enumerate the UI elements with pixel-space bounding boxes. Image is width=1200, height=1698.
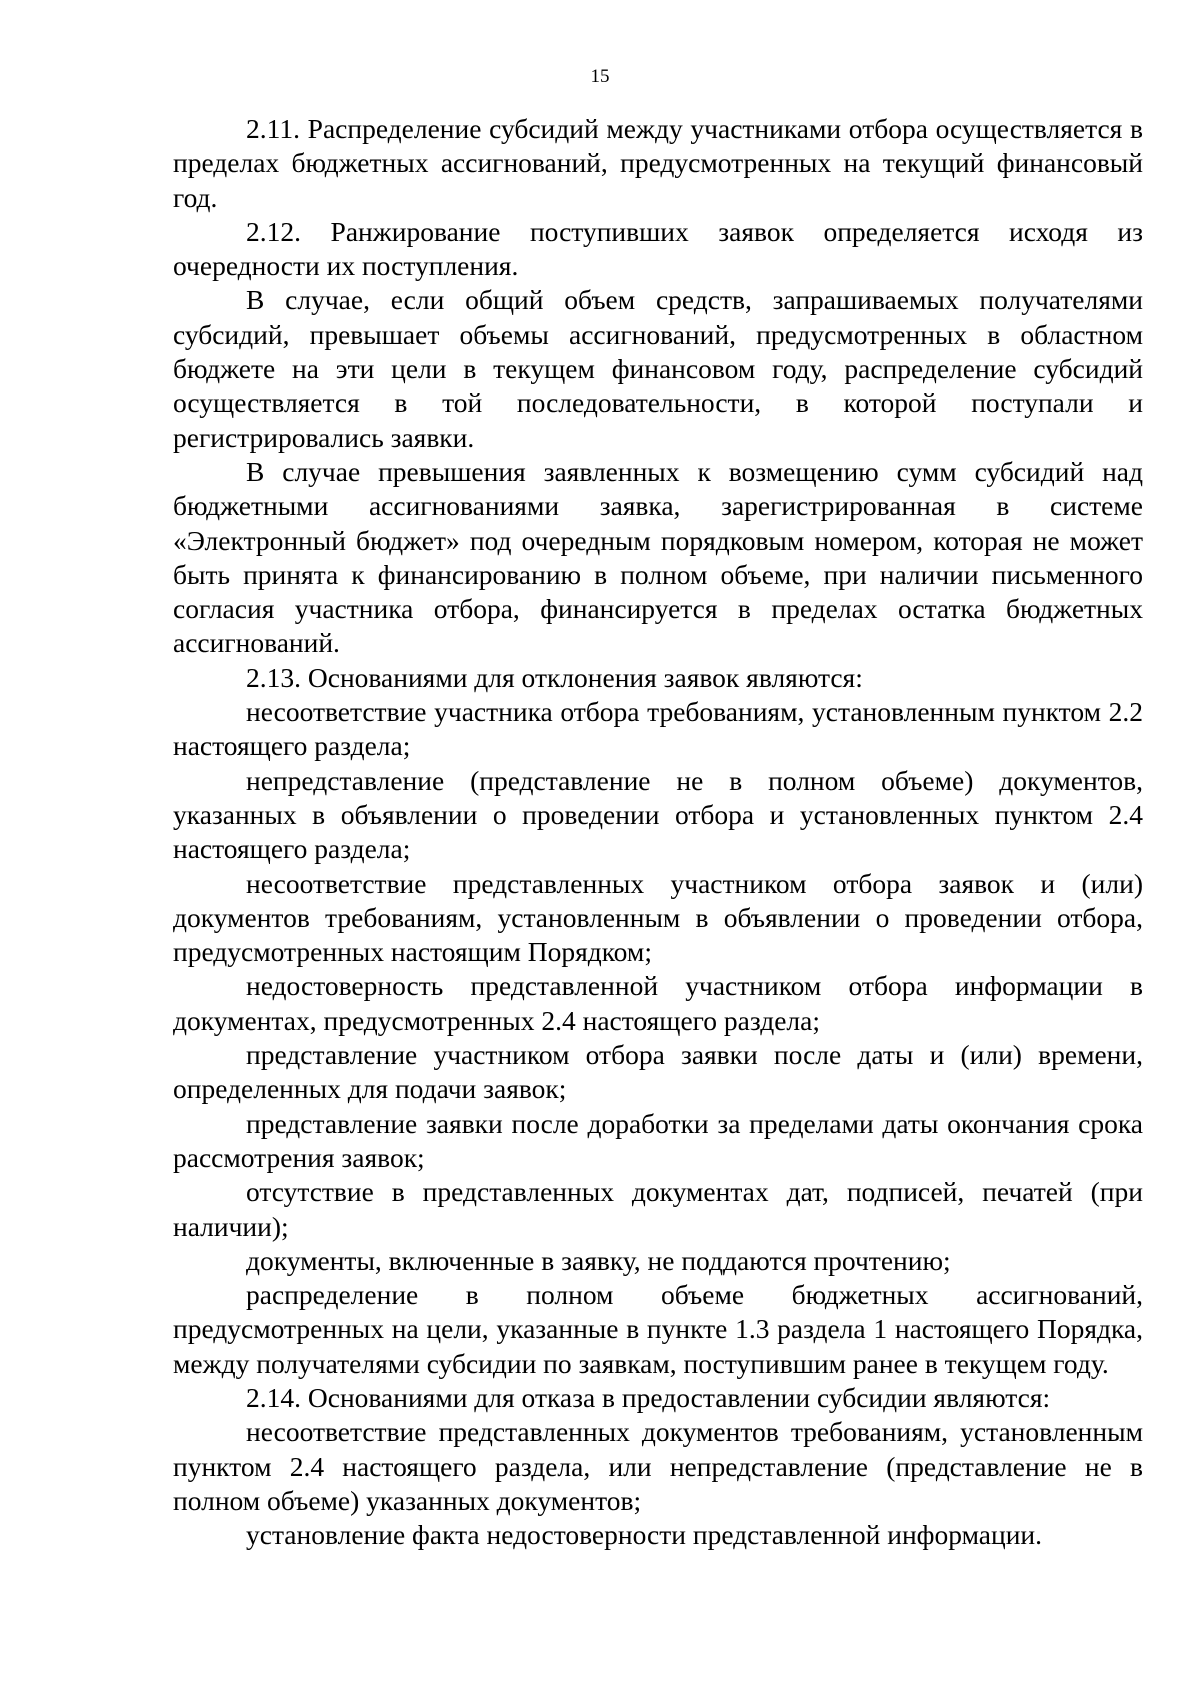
- list-item: распределение в полном объеме бюджетных ассигнований, предусмотренных на цели, указанные в пункте 1.3 раздела 1 настоящего Порядка, между получателями субсидии по заявкам, поступившим ранее в текущем году.: [173, 1279, 1143, 1379]
- list-item: недостоверность представленной участником отбора информации в документах, предусмотренных 2.4 настоящего раздела;: [173, 970, 1143, 1036]
- list-item: отсутствие в представленных документах дат, подписей, печатей (при наличии);: [173, 1176, 1143, 1242]
- list-item: представление участником отбора заявки после даты и (или) времени, определенных для подачи заявок;: [173, 1039, 1143, 1105]
- list-item: документы, включенные в заявку, не поддаются прочтению;: [246, 1244, 951, 1276]
- list-item: представление заявки после доработки за пределами даты окончания срока рассмотрения заявок;: [173, 1107, 1143, 1173]
- list-item: несоответствие представленных документов требованиям, установленным пунктом 2.4 настоящего раздела, или непредставление (представление не в полном объеме) указанных документов;: [173, 1416, 1143, 1516]
- document-body: [173, 112, 1143, 1552]
- paragraph-2-14: 2.14. Основаниями для отказа в предоставлении субсидии являются:: [246, 1381, 1051, 1413]
- paragraph-excess-claims: В случае превышения заявленных к возмещению сумм субсидий над бюджетными ассигнованиями заявка, зарегистрированная в системе «Электронный бюджет» под очередным порядковым номером, которая не может быть принята к финансированию в полном объеме, при наличии письменного согласия участника отбора, финансируется в пределах остатка бюджетных ассигнований.: [173, 455, 1143, 659]
- page-number: 15: [590, 66, 610, 87]
- paragraph-2-11: 2.11. Распределение субсидий между участниками отбора осуществляется в пределах бюджетных ассигнований, предусмотренных на текущий финансовый год.: [173, 113, 1143, 213]
- paragraph-2-13: 2.13. Основаниями для отклонения заявок являются:: [246, 661, 863, 693]
- list-item: непредставление (представление не в полном объеме) документов, указанных в объявлении о проведении отбора и установленных пунктом 2.4 настоящего раздела;: [173, 764, 1143, 865]
- list-item: несоответствие участника отбора требованиям, установленным пунктом 2.2 настоящего раздела;: [173, 696, 1143, 762]
- paragraph-2-12: 2.12. Ранжирование поступивших заявок определяется исходя из очередности их поступления.: [173, 215, 1143, 282]
- list-item: несоответствие представленных участником отбора заявок и (или) документов требованиям, установленным в объявлении о проведении отбора, предусмотренных настоящим Порядком;: [173, 867, 1143, 968]
- list-item: установление факта недостоверности представленной информации.: [246, 1519, 1043, 1551]
- paragraph-excess-demand: В случае, если общий объем средств, запрашиваемых получателями субсидий, превышает объемы ассигнований, предусмотренных в областном бюджете на эти цели в текущем финансовом году, распределение субсидий осуществляется в той последовательности, в которой поступали и регистрировались заявки.: [173, 284, 1143, 453]
